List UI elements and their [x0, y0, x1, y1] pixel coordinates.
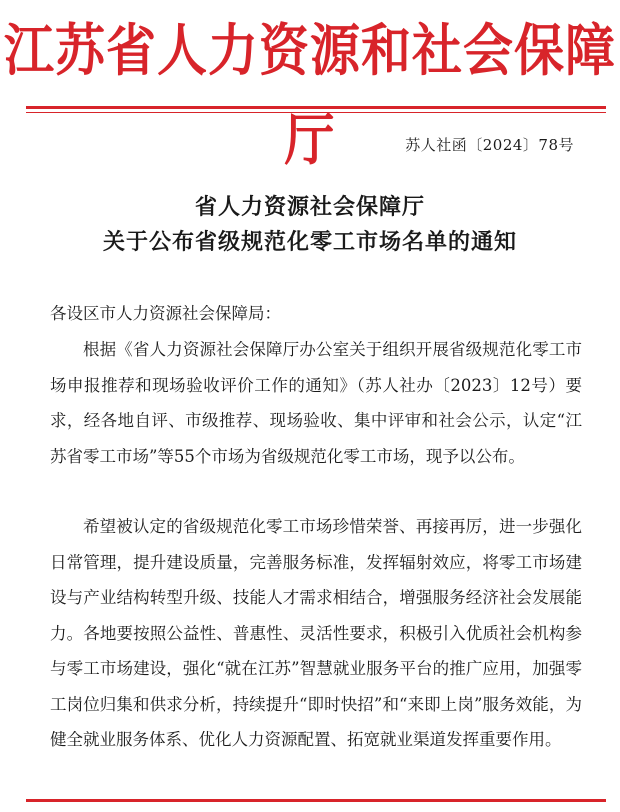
footer-red-rule	[26, 799, 606, 802]
body-paragraph-2: 希望被认定的省级规范化零工市场珍惜荣誉、再接再厉，进一步强化日常管理，提升建设质量，完善服务标准，发挥辐射效应，将零工市场建设与产业结构转型升级、技能人才需求相结合，增强服务经济社会发展能力。各地要按照公益性、普惠性、灵活性要求，积极引入优质社会机构参与零工市场建设，强化“就在江苏”智慧就业服务平台的推广应用，加强零工岗位归集和供求分析，持续提升“即时快招”和“来即上岗”服务效能，为健全就业服务体系、优化人力资源配置、拓宽就业渠道发挥重要作用。	[50, 517, 582, 749]
body-paragraph-1: 根据《省人力资源社会保障厅办公室关于组织开展省级规范化零工市场申报推荐和现场验收评价工作的通知》（苏人社办〔2023〕12号）要求，经各地自评、市级推荐、现场验收、集中评审和社会公示，认定“江苏省零工市场”等55个市场为省级规范化零工市场，现予以公布。	[50, 340, 582, 466]
salutation: 各设区市人力资源社会保障局：	[50, 304, 281, 323]
document-number: 苏人社函〔2024〕78号	[405, 136, 574, 154]
document-title-line-2: 关于公布省级规范化零工市场名单的通知	[102, 229, 517, 255]
document-title-line-1: 省人力资源社会保障厅	[194, 194, 425, 220]
header-red-rule-thin	[26, 112, 606, 113]
letterhead-title: 江苏省人力资源和社会保障厅	[4, 17, 616, 173]
header-red-rule	[26, 106, 606, 109]
